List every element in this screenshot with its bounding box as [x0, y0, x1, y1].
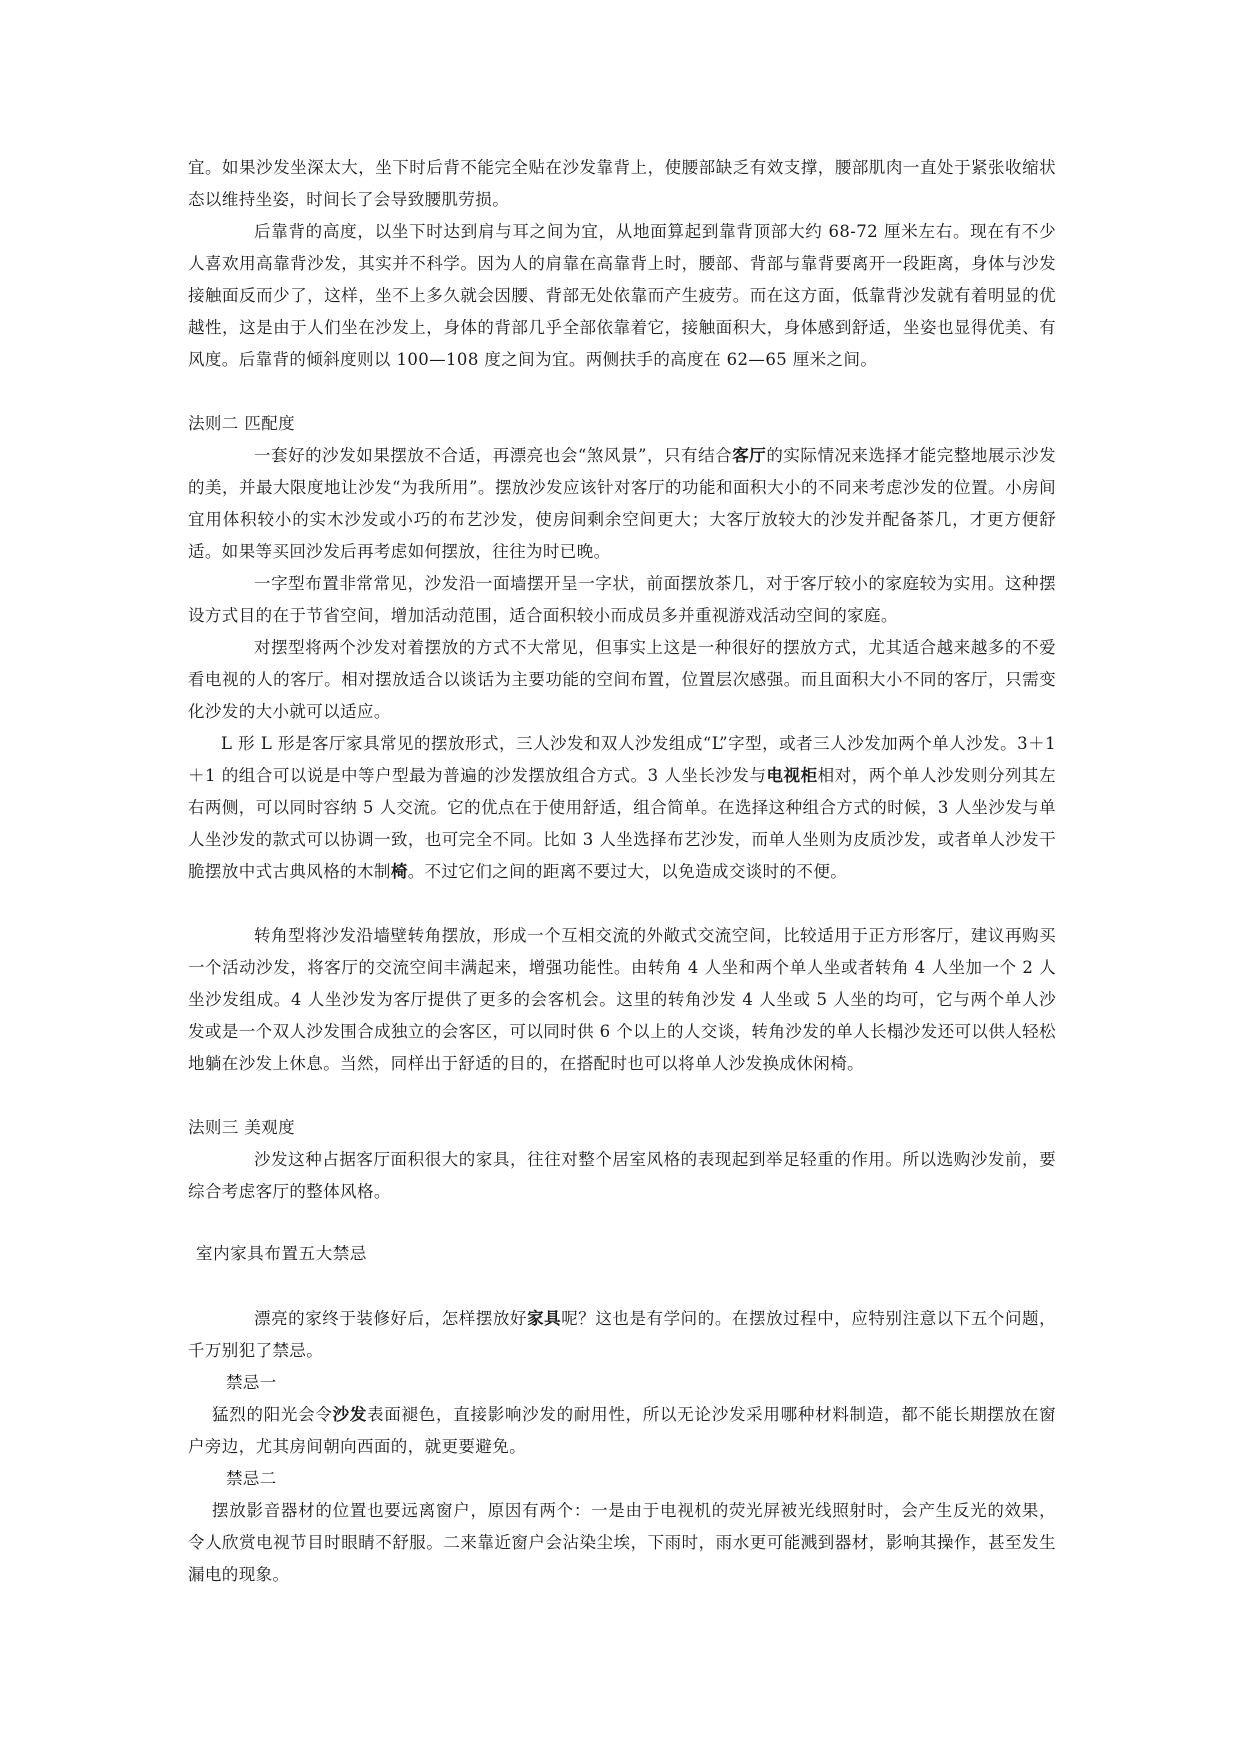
paragraph-furniture-intro: [188, 1303, 1056, 1367]
taboo-one-label: 禁忌一: [226, 1373, 277, 1392]
heading-rule-two: 法则二 匹配度: [188, 414, 296, 433]
text-segment: L 形 L 形是客厅家具常见的摆放形式，三人沙发和双人沙发组成“L”字型，或者三人沙发加两个单人沙发。3＋1＋1 的组合可以说是中等户型最为普遍的沙发摆放组合方式。3 人坐长沙发与: [188, 734, 1056, 785]
paragraph-taboo-two: 摆放影音器材的位置也要远离窗户，原因有两个：一是由于电视机的荧光屏被光线照射时，会产生反光的效果，令人欣赏电视节目时眼睛不舒服。二来靠近窗户会沾染尘埃，下雨时，雨水更可能溅到器材，影响其操作，甚至发生漏电的现象。: [188, 1501, 1056, 1584]
keyword-chair: 椅: [390, 862, 408, 881]
keyword-tv-cabinet: 电视柜: [766, 766, 818, 785]
paragraph-backrest-height: 后靠背的高度，以坐下时达到肩与耳之间为宜，从地面算起到靠背顶部大约 68-72 厘米左右。现在有不少人喜欢用高靠背沙发，其实并不科学。因为人的肩靠在高靠背上时，腰部、背部与靠背要离开一段距离，身体与沙发接触面反而少了，这样，坐不上多久就会因腰、背部无处依靠而产生疲劳。而在这方面，低靠背沙发就有着明显的优越性，这是由于人们坐在沙发上，身体的背部几乎全部依靠着它，接触面积大，身体感到舒适，坐姿也显得优美、有风度。后靠背的倾斜度则以 100—108 度之间为宜。两侧扶手的高度在 62—65 厘米之间。: [188, 222, 1056, 369]
keyword-furniture: 家具: [527, 1309, 562, 1328]
paragraph-seat-depth: 宜。如果沙发坐深太大，坐下时后背不能完全贴在沙发靠背上，使腰部缺乏有效支撑，腰部肌肉一直处于紧张收缩状态以维持坐姿，时间长了会导致腰肌劳损。: [188, 158, 1056, 209]
paragraph-taboo-one: [188, 1399, 1056, 1463]
text-segment: 。不过它们之间的距离不要过大，以免造成交谈时的不便。: [407, 862, 848, 881]
paragraph-matching: [188, 440, 1056, 568]
keyword-sofa: 沙发: [332, 1405, 368, 1424]
text-segment: 漂亮的家终于装修好后，怎样摆放好: [254, 1309, 528, 1328]
text-segment: 的实际情况来选择才能完整地展示沙发的美，并最大限度地让沙发“为我所用”。摆放沙发应该针对客厅的功能和面积大小的不同来考虑沙发的位置。小房间宜用体积较小的实木沙发或小巧的布艺沙发，使房间剩余空间更大；大客厅放较大的沙发并配备茶几，才更方便舒适。如果等买回沙发后再考虑如何摆放，往往为时已晚。: [188, 446, 1056, 561]
taboo-two-label: 禁忌二: [226, 1469, 277, 1488]
paragraph-aesthetics: 沙发这种占据客厅面积很大的家具，往往对整个居室风格的表现起到举足轻重的作用。所以选购沙发前，要综合考虑客厅的整体风格。: [188, 1150, 1056, 1201]
heading-rule-three: 法则三 美观度: [188, 1118, 296, 1137]
text-segment: 相对，两个单人沙发则分列其左右两侧，可以同时容纳 5 人交流。它的优点在于使用舒适，组合简单。在选择这种组合方式的时候，3 人坐沙发与单人坐沙发的款式可以协调一致，也可完全不同。比如 3 人坐选择布艺沙发，而单人坐则为皮质沙发，或者单人沙发干脆摆放中式古典风格的木制: [188, 766, 1056, 881]
text-segment: 表面褪色，直接影响沙发的耐用性，所以无论沙发采用哪种材料制造，都不能长期摆放在窗户旁边，尤其房间朝向西面的，就更要避免。: [188, 1405, 1056, 1456]
text-segment: 一套好的沙发如果摆放不合适，再漂亮也会“煞风景”，只有结合: [254, 446, 733, 465]
paragraph-corner-layout: 转角型将沙发沿墙壁转角摆放，形成一个互相交流的外敞式交流空间，比较适用于正方形客厅，建议再购买一个活动沙发，将客厅的交流空间丰满起来，增强功能性。由转角 4 人坐和两个单人坐或者转角 4 人坐加一个 2 人坐沙发组成。4 人坐沙发为客厅提供了更多的会客机会。这里的转角沙发 4 人坐或 5 人坐的均可，它与两个单人沙发或是一个双人沙发围合成独立的会客区，可以同时供 6 个以上的人交谈，转角沙发的单人长榻沙发还可以供人轻松地躺在沙发上休息。当然，同样出于舒适的目的，在搭配时也可以将单人沙发换成休闲椅。: [188, 926, 1056, 1073]
paragraph-straight-layout: 一字型布置非常常见，沙发沿一面墙摆开呈一字状，前面摆放茶几，对于客厅较小的家庭较为实用。这种摆设方式目的在于节省空间，增加活动范围，适合面积较小而成员多并重视游戏活动空间的家庭。: [188, 574, 1056, 625]
paragraph-facing-layout: 对摆型将两个沙发对着摆放的方式不大常见，但事实上这是一种很好的摆放方式，尤其适合越来越多的不爱看电视的人的客厅。相对摆放适合以谈话为主要功能的空间布置，位置层次感强。而且面积大小不同的客厅，只需变化沙发的大小就可以适应。: [188, 638, 1056, 721]
paragraph-l-shape-layout: [188, 728, 1056, 888]
section-title: 室内家具布置五大禁忌: [196, 1244, 367, 1263]
keyword-living-room: 客厅: [732, 446, 767, 465]
text-segment: 呢？这也是有学问的。在摆放过程中，应特别注意以下五个问题，千万别犯了禁忌。: [188, 1309, 1056, 1360]
text-segment: 猛烈的阳光会令: [212, 1405, 333, 1424]
